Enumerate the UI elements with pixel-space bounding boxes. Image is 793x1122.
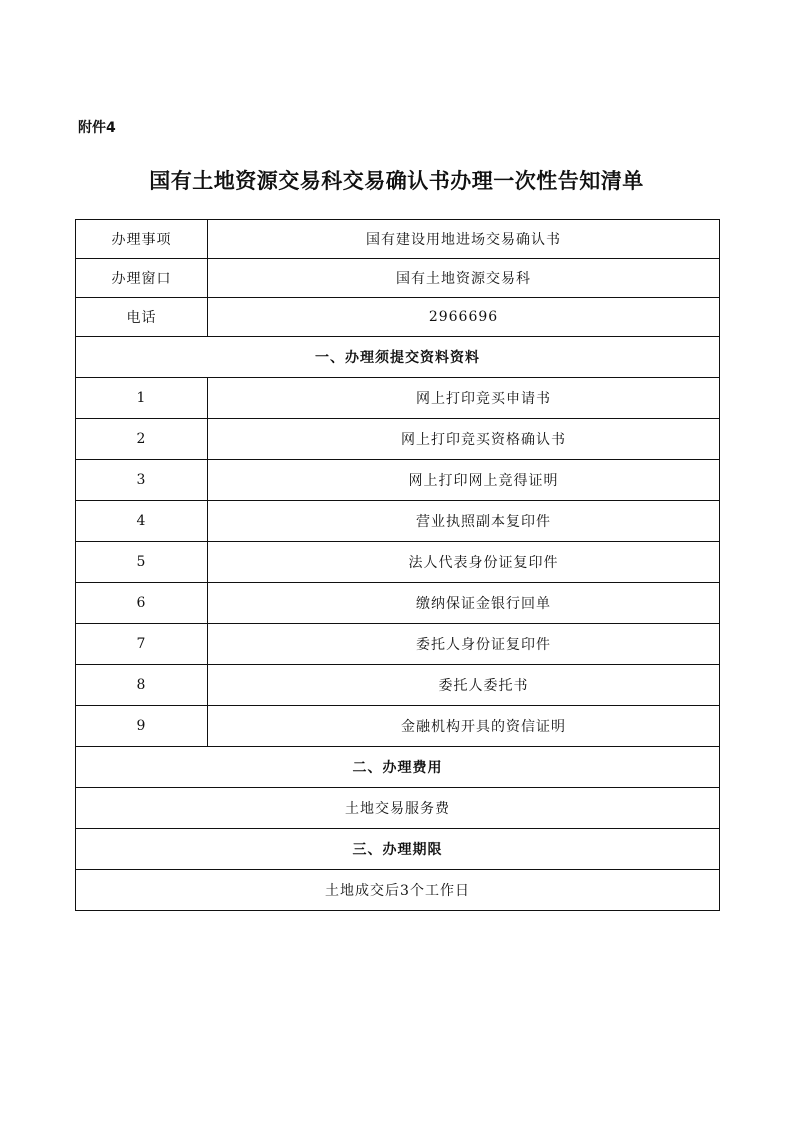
material-number: 5 — [76, 542, 208, 583]
material-name: 金融机构开具的资信证明 — [208, 706, 720, 747]
table-row — [76, 419, 720, 460]
info-row-phone — [76, 298, 720, 337]
table-row — [76, 460, 720, 501]
material-name: 网上打印网上竞得证明 — [208, 460, 720, 501]
info-value: 2966696 — [208, 298, 720, 337]
period-value: 土地成交后3个工作日 — [76, 870, 720, 911]
table-row — [76, 501, 720, 542]
info-row-window — [76, 259, 720, 298]
fee-row — [76, 788, 720, 829]
period-row — [76, 870, 720, 911]
material-number: 8 — [76, 665, 208, 706]
info-row-item — [76, 220, 720, 259]
table-row — [76, 583, 720, 624]
material-name: 营业执照副本复印件 — [208, 501, 720, 542]
material-number: 2 — [76, 419, 208, 460]
fee-value: 土地交易服务费 — [76, 788, 720, 829]
table-row — [76, 665, 720, 706]
info-label: 办理事项 — [76, 220, 208, 259]
material-number: 7 — [76, 624, 208, 665]
info-label: 电话 — [76, 298, 208, 337]
material-number: 4 — [76, 501, 208, 542]
table-row — [76, 378, 720, 419]
page-title: 国有土地资源交易科交易确认书办理一次性告知清单 — [149, 169, 644, 193]
notice-table — [75, 219, 720, 911]
material-name: 网上打印竞买申请书 — [208, 378, 720, 419]
section-header-materials — [76, 337, 720, 378]
material-number: 6 — [76, 583, 208, 624]
material-name: 网上打印竞买资格确认书 — [208, 419, 720, 460]
material-name: 法人代表身份证复印件 — [208, 542, 720, 583]
section-title: 一、办理须提交资料资料 — [76, 337, 720, 378]
info-label: 办理窗口 — [76, 259, 208, 298]
material-name: 委托人身份证复印件 — [208, 624, 720, 665]
material-name: 委托人委托书 — [208, 665, 720, 706]
material-name: 缴纳保证金银行回单 — [208, 583, 720, 624]
material-number: 3 — [76, 460, 208, 501]
section-title: 二、办理费用 — [76, 747, 720, 788]
material-number: 9 — [76, 706, 208, 747]
table-row — [76, 542, 720, 583]
section-header-fees — [76, 747, 720, 788]
attachment-label: 附件4 — [78, 120, 116, 136]
info-value: 国有建设用地进场交易确认书 — [208, 220, 720, 259]
section-title: 三、办理期限 — [76, 829, 720, 870]
table-row — [76, 706, 720, 747]
info-value: 国有土地资源交易科 — [208, 259, 720, 298]
material-number: 1 — [76, 378, 208, 419]
table-row — [76, 624, 720, 665]
section-header-period — [76, 829, 720, 870]
